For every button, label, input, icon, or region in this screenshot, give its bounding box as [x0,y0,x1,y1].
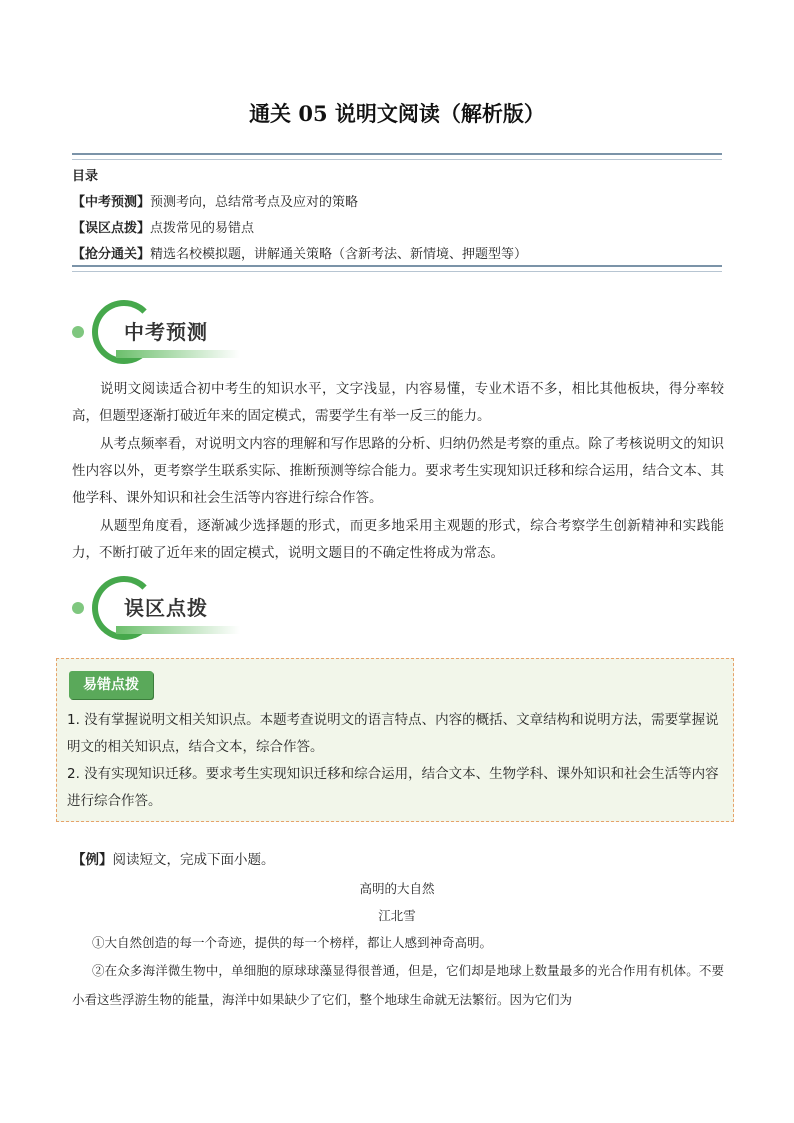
article-paragraph: ①大自然创造的每一个奇迹，提供的每一个榜样，都让人感到神奇高明。 [92,935,493,950]
toc-top-rule [72,153,722,160]
document-title: 通关 05 说明文阅读（解析版） [249,101,545,126]
example-intro [72,848,275,868]
toc-heading: 目录 [72,169,99,184]
decor-dot-icon [72,326,84,338]
toc-item-text: 预测考向，总结常考点及应对的策略 [150,195,359,210]
example-bracket: 【例】 [72,852,113,868]
section-heading-forecast [68,298,248,368]
mistake-tip-item: 1. 没有掌握说明文相关知识点。本题考查说明文的语言特点、内容的概括、文章结构和说明方法，需要掌握说明文的相关知识点，结合文本，综合作答。 [67,712,719,755]
toc-item [72,190,722,216]
toc-bottom-rule [72,265,722,272]
article-title: 高明的大自然 [359,881,435,896]
toc-item-bracket: 【误区点拨】 [72,221,151,236]
mistake-tips-tag: 易错点拨 [69,671,153,699]
decor-dot-icon [72,602,84,614]
toc-item [72,216,722,242]
article-author: 江北雪 [378,908,416,923]
body-paragraph: 说明文阅读适合初中考生的知识水平，文字浅显，内容易懂，专业术语不多，相比其他板块，得分率较高，但题型逐渐打破近年来的固定模式，需要学生有举一反三的能力。 [72,381,724,424]
toc-item-text: 精选名校模拟题，讲解通关策略（含新考法、新情境、押题型等） [150,247,528,262]
body-paragraph: 从考点频率看，对说明文内容的理解和写作思路的分析、归纳仍然是考察的重点。除了考核说明文的知识性内容以外，更考察学生联系实际、推断预测等综合能力。要求考生实现知识迁移和综合运用，结合文本、其他学科、课外知识和社会生活等内容进行综合作答。 [72,436,724,506]
section-heading-text: 中考预测 [124,320,208,344]
example-text: 阅读短文，完成下面小题。 [112,852,275,868]
mistake-tips-list [67,707,723,815]
article-paragraph: ②在众多海洋微生物中，单细胞的原球球藻显得很普通，但是，它们却是地球上数量最多的光合作用有机体。不要小看这些浮游生物的能量，海洋中如果缺少了它们，整个地球生命就无法繁衍。因为它们为 [72,963,724,1007]
section-heading-text: 误区点拨 [124,596,208,620]
toc-item-text: 点拨常见的易错点 [150,221,255,236]
body-paragraph: 从题型角度看，逐渐减少选择题的形式，而更多地采用主观题的形式，综合考察学生创新精神和实践能力，不断打破了近年来的固定模式，说明文题目的不确定性将成为常态。 [72,518,724,561]
decor-bar [116,626,240,634]
section-heading-mistakes [68,574,248,644]
mistake-tips-box [56,658,734,822]
toc-item-bracket: 【抢分通关】 [72,247,151,262]
mistake-tip-item: 2. 没有实现知识迁移。要求考生实现知识迁移和综合运用，结合文本、生物学科、课外知识和社会生活等内容进行综合作答。 [67,766,719,809]
toc-item-bracket: 【中考预测】 [72,195,151,210]
table-of-contents [72,164,722,268]
decor-bar [116,350,240,358]
